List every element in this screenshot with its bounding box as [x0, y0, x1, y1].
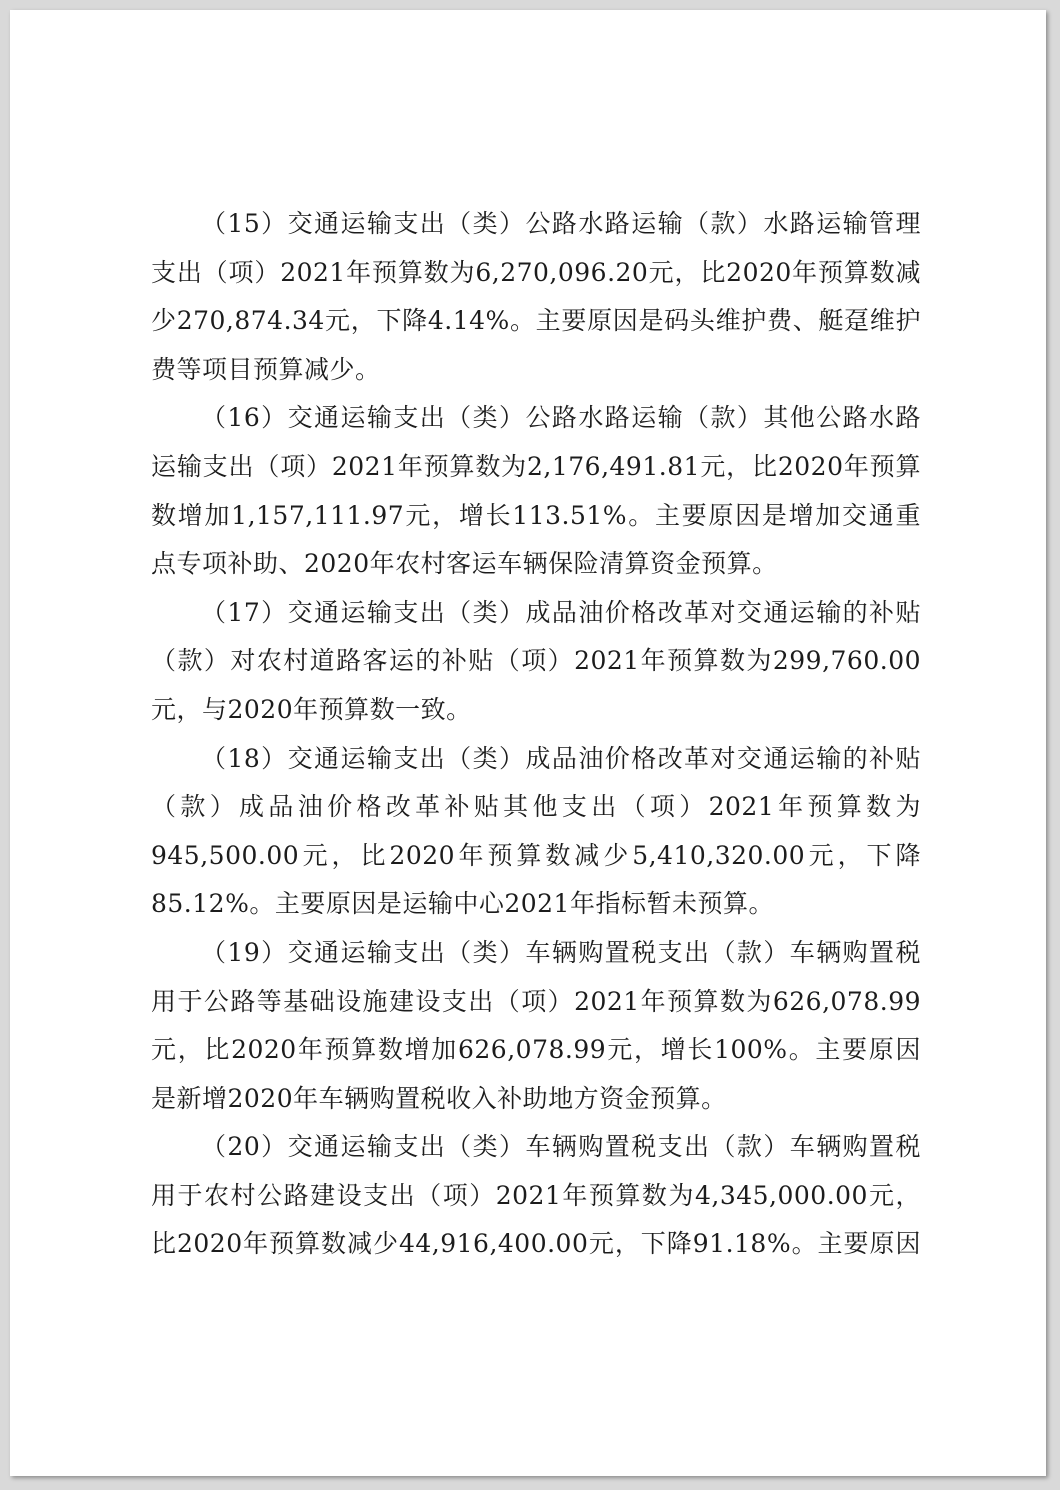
paragraph-19: （19）交通运输支出（类）车辆购置税支出（款）车辆购置税用于公路等基础设施建设支出（项）2021年预算数为626,078.99元，比2020年预算数增加626,078.99元，增长100%。主要原因是新增2020年车辆购置税收入补助地方资金预算。: [151, 937, 921, 1113]
document-body: [151, 200, 921, 1269]
paragraph-15: （15）交通运输支出（类）公路水路运输（款）水路运输管理支出（项）2021年预算数为6,270,096.20元，比2020年预算数减少270,874.34元，下降4.14%。主要原因是码头维护费、艇趸维护费等项目预算减少。: [151, 209, 921, 384]
paragraph-20: （20）交通运输支出（类）车辆购置税支出（款）车辆购置税用于农村公路建设支出（项）2021年预算数为4,345,000.00元，比2020年预算数减少44,916,400.00元，下降91.18%。主要原因: [151, 1132, 921, 1259]
paragraph-16: （16）交通运输支出（类）公路水路运输（款）其他公路水路运输支出（项）2021年预算数为2,176,491.81元，比2020年预算数增加1,157,111.97元，增长113.51%。主要原因是增加交通重点专项补助、2020年农村客运车辆保险清算资金预算。: [151, 403, 921, 579]
document-page: [10, 10, 1046, 1476]
paragraph-17: （17）交通运输支出（类）成品油价格改革对交通运输的补贴（款）对农村道路客运的补贴（项）2021年预算数为299,760.00元，与2020年预算数一致。: [151, 597, 921, 724]
paragraph-18: （18）交通运输支出（类）成品油价格改革对交通运输的补贴（款）成品油价格改革补贴其他支出（项）2021年预算数为945,500.00元，比2020年预算数减少5,410,320.00元，下降85.12%。主要原因是运输中心2021年指标暂未预算。: [151, 743, 921, 919]
